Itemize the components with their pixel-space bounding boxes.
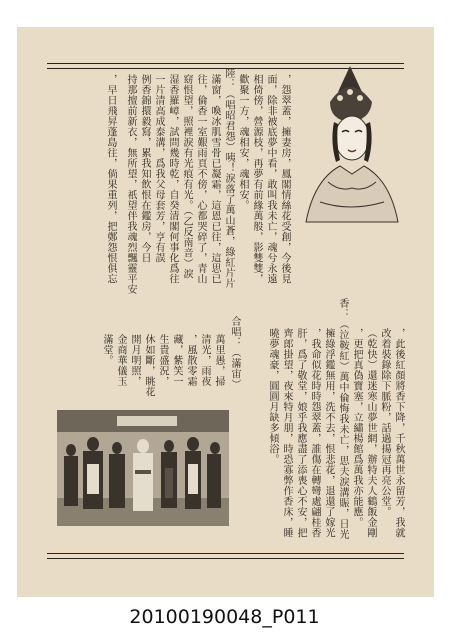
text-column: 擁綠浮鑑無用，洗不去，恨悲花，退還了嫁光 (323, 328, 334, 538)
text-column: 一片清高成泰溝，爲我父母套芳，亨有誤 (153, 74, 164, 263)
text-column: 清光，雨夜 (199, 334, 210, 387)
text-column: 生貴盛況， (157, 334, 168, 387)
text-column: 改着裝錄除下脈粉，話過揚冠再亮公堂。 (379, 328, 390, 517)
text-column: 藏，紫笑一 (171, 334, 182, 387)
text-column: 合唱：（滿宙） (229, 316, 240, 390)
text-column: 持那擅前新衣，無所望，祇望伴我魂烈飄靈平安 (125, 74, 136, 295)
text-column: ，怨翠蓋，擁妻房，鳳閣情絲花受創，今後見 (279, 74, 290, 284)
text-column: ，早日飛昇蓬島往，倘果重列，把鄭怨恨俱忘 (105, 74, 116, 284)
text-column: 湿香羅嶂，試問幾時乾，自癸清閣何事化爲往 (167, 74, 178, 284)
bottom-double-rule-line-2 (47, 558, 404, 559)
text-column: （乾快）還迷寒山夢世網，辦特夫人鶴飯金剛 (365, 328, 376, 538)
stage-photograph-image (57, 410, 229, 526)
text-column: ，更把真偽寶塞，立繡楊館爲萬我亦能應。 (351, 328, 362, 528)
text-column: 萬里愚，掃 (213, 334, 224, 387)
text-column: 例香錦擐毅寫，累我知飲恨在鑑房，今日 (139, 74, 150, 263)
text-column: 相倚傍，營源枝，再夢有前緣萬般，影雙雙， (251, 74, 262, 284)
archive-id-caption: 20100190048_P011 (129, 606, 320, 628)
text-column: 齊郎掛望，夜來特月朋，時恐寡弊作香床，睡 (281, 328, 292, 538)
text-column: 陸：（唱昭君怨）咦！淚落了萬山蒼，綠紅片片 (223, 68, 234, 289)
text-column: 香：（泣鞍紅）萬中倫悔我未亡，思夫淚溝賑，日光 (337, 298, 348, 540)
text-column: 面，除非被底夢中看，敢叫我未亡，魂兮永遠 (265, 74, 276, 284)
text-column: 曉夢魂豪，圓圓月缺多傾浴。 (267, 328, 278, 465)
opera-actor-portrait-image (300, 62, 400, 224)
text-column: 肝，爲了敬堂，娘乎我應盡了添喪心不安，把 (295, 328, 306, 538)
text-column: 開月明照， (129, 334, 140, 387)
text-column: 滿堂。 (101, 334, 112, 366)
text-column: 窈恨望，照裡淚有光痕有光。（乙反南音）淚 (181, 74, 192, 279)
text-column: 歡聚一方，魂相安，魂相安。 (237, 74, 248, 211)
text-column: ，我命似花時時怨翠蓋，誰傷在轉彎處翩桂香 (309, 328, 320, 538)
text-column: 滿窗，喚冰肌雪骨已凝霜，這恩已往，這思已 (209, 74, 220, 284)
text-column: 往，倫香一室艱雨頁不傍，心都哭碎了，青山 (195, 74, 206, 284)
text-column: ，此後紅顏將香下降，千秋萬世永留芳，我就 (393, 328, 404, 538)
bottom-double-rule-line-1 (47, 553, 404, 554)
text-column: ，風散零霜 (185, 334, 196, 387)
text-column: 休如斷，眺花 (143, 334, 154, 397)
text-column: 金商華儀玉 (115, 334, 126, 387)
